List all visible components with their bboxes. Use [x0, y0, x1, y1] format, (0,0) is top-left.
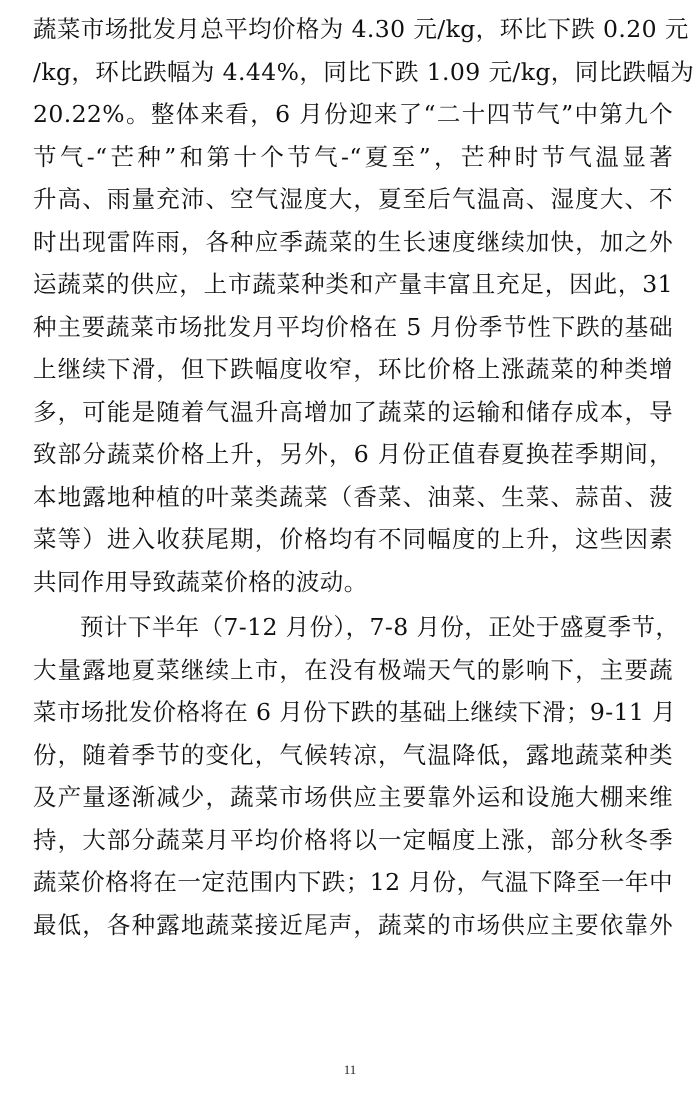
text-line: 升高、雨量充沛、空气湿度大，夏至后气温高、湿度大、不	[33, 185, 673, 213]
text-line: 预计下半年（7-12 月份），7-8 月份，正处于盛夏季节，	[80, 613, 680, 641]
text-line: /kg，环比跌幅为 4.44%，同比下跌 1.09 元/kg，同比跌幅为	[33, 57, 695, 86]
text-line: 菜等）进入收获尾期，价格均有不同幅度的上升，这些因素	[33, 525, 673, 553]
text-line: 时出现雷阵雨，各种应季蔬菜的生长速度继续加快，加之外	[33, 227, 673, 256]
body-text	[33, 8, 695, 946]
text-line: 蔬菜价格将在一定范围内下跌；12 月份，气温下降至一年中	[33, 868, 673, 896]
text-line: 种主要蔬菜市场批发月平均价格在 5 月份季节性下跌的基础	[33, 312, 673, 341]
text-line: 上继续下滑，但下跌幅度收窄，环比价格上涨蔬菜的种类增	[33, 355, 673, 383]
text-line: 多，可能是随着气温升高增加了蔬菜的运输和储存成本，导	[33, 397, 673, 426]
text-line: 运蔬菜的供应，上市蔬菜种类和产量丰富且充足，因此，31	[33, 270, 673, 298]
text-line: 份，随着季节的变化，气候转凉，气温降低，露地蔬菜种类	[33, 740, 673, 769]
text-line: 及产量逐渐减少，蔬菜市场供应主要靠外运和设施大棚来维	[33, 783, 673, 811]
text-line: 菜市场批发价格将在 6 月份下跌的基础上继续下滑；9-11 月	[33, 698, 677, 726]
text-line: 最低，各种露地蔬菜接近尾声，蔬菜的市场供应主要依靠外	[33, 910, 673, 939]
text-line: 蔬菜市场批发月总平均价格为 4.30 元/kg，环比下跌 0.20 元	[33, 15, 689, 43]
text-line: 本地露地种植的叶菜类蔬菜（香菜、油菜、生菜、蒜苗、菠	[33, 482, 673, 511]
page-number: 11	[343, 1062, 357, 1077]
text-line: 大量露地夏菜继续上市，在没有极端天气的影响下，主要蔬	[33, 655, 673, 684]
paragraph-2	[33, 606, 680, 946]
text-line: 节气-“芒种”和第十个节气-“夏至”，芒种时节气温显著	[33, 142, 673, 171]
text-line: 共同作用导致蔬菜价格的波动。	[33, 567, 368, 596]
text-line: 致部分蔬菜价格上升，另外，6 月份正值春夏换茬季期间，	[33, 440, 673, 468]
paragraph-1	[33, 8, 695, 603]
text-line: 持，大部分蔬菜月平均价格将以一定幅度上涨，部分秋冬季	[33, 825, 673, 854]
text-line: 20.22%。整体来看，6 月份迎来了“二十四节气”中第九个	[33, 100, 673, 128]
